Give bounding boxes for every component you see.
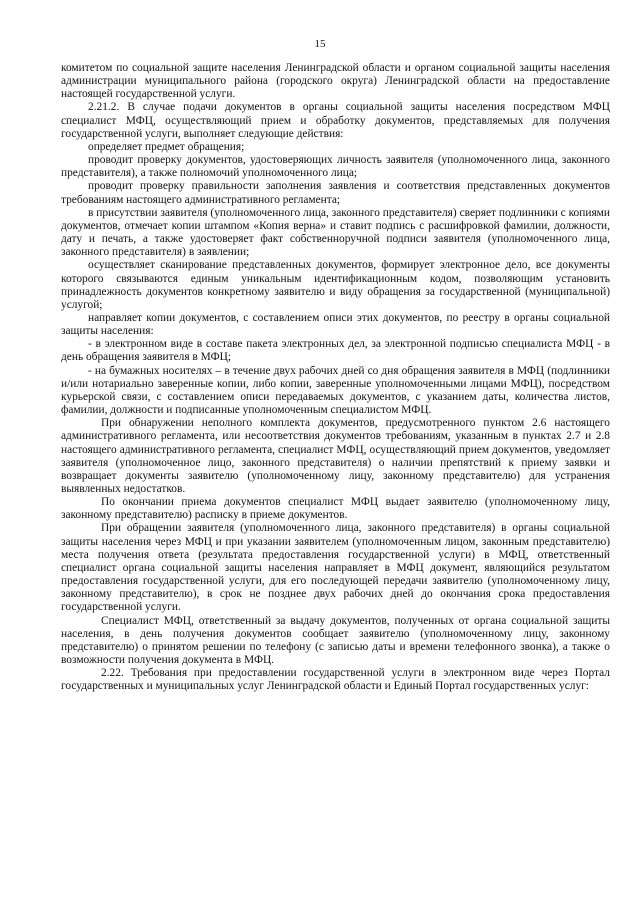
- paragraph: - на бумажных носителях – в течение двух рабочих дней со дня обращения заявителя в МФЦ (подлинники и/или нотариально заверенные копии, либо копии, заверенные уполномоченными лицами МФЦ), посредством курьерской связи, с составлением описи передаваемых документов, с указанием даты, количества листов, фамилии, должности и подписанные уполномоченным специалистом МФЦ.: [61, 364, 610, 417]
- paragraph: 2.21.2. В случае подачи документов в органы социальной защиты населения посредством МФЦ специалист МФЦ, осуществляющий прием и обработку документов, представляемых для получения государственной услуги, выполняет следующие действия:: [61, 101, 610, 140]
- paragraph: Специалист МФЦ, ответственный за выдачу документов, полученных от органа социальной защиты населения, в день получения документов сообщает заявителю (уполномоченному лицу, законному представителю) о принятом решении по телефону (с записью даты и времени телефонного звонка), а также о возможности получения документа в МФЦ.: [61, 614, 610, 667]
- paragraph: проводит проверку документов, удостоверяющих личность заявителя (уполномоченного лица, законного представителя), а также полномочий уполномоченного лица;: [61, 154, 610, 180]
- paragraph: определяет предмет обращения;: [88, 140, 245, 153]
- paragraph: проводит проверку правильности заполнения заявления и соответствия представленных документов требованиям настоящего административного регламента;: [61, 180, 610, 206]
- document-body: [61, 62, 610, 694]
- paragraph: направляет копии документов, с составлением описи этих документов, по реестру в органы социальной защиты населения:: [61, 311, 610, 338]
- paragraph: в присутствии заявителя (уполномоченного лица, законного представителя) сверяет подлинники с копиями документов, отмечает копии штампом «Копия верна» и ставит подпись с расшифровкой фамилии, должности, дату и печать, а также удостоверяет факт собственноручной подписи заявителя (уполномоченного лица, законного представителя) в заявлении;: [61, 206, 610, 259]
- paragraph: По окончании приема документов специалист МФЦ выдает заявителю (уполномоченному лицу, законному представителю) расписку в приеме документов.: [61, 496, 610, 522]
- paragraph: При обращении заявителя (уполномоченного лица, законного представителя) в органы социальной защиты населения через МФЦ и при указании заявителем (уполномоченным лицом, законным представителю) места получения ответа (результата предоставления государственной услуги) в МФЦ, ответственный специалист органа социальной защиты населения направляет в МФЦ документ, являющийся результатом предоставления государственной услуги, для его последующей передачи заявителю (уполномоченному лицу, законному представителю), в срок не позднее двух рабочих дней до окончания срока предоставления государственной услуги.: [61, 522, 610, 614]
- paragraph: комитетом по социальной защите населения Ленинградской области и органом социальной защиты населения администрации муниципального района (городского округа) Ленинградской области на предоставление настоящей государственной услуги.: [61, 62, 610, 101]
- paragraph: 2.22. Требования при предоставлении государственной услуги в электронном виде через Портал государственных и муниципальных услуг Ленинградской области и Единый Портал государственных услуг:: [61, 667, 610, 693]
- paragraph: - в электронном виде в составе пакета электронных дел, за электронной подписью специалиста МФЦ - в день обращения заявителя в МФЦ;: [61, 338, 610, 364]
- page-number: 15: [314, 38, 326, 50]
- paragraph: При обнаружении неполного комплекта документов, предусмотренного пунктом 2.6 настоящего административного регламента, или несоответствия документов требованиям, указанным в пунктах 2.7 и 2.8 настоящего административного регламента, специалист МФЦ, осуществляющий прием документов, уведомляет заявителя (уполномоченное лицо, законного представителя) о наличии препятствий к приему заявки и возвращает документы заявителю (уполномоченному лицу, законному представителю) для устранения выявленных недостатков.: [61, 417, 610, 495]
- paragraph: осуществляет сканирование представленных документов, формирует электронное дело, все документы которого связываются единым уникальным идентификационным кодом, позволяющим установить принадлежность документов конкретному заявителю и виду обращения за государственной (муниципальной) услугой;: [61, 259, 610, 311]
